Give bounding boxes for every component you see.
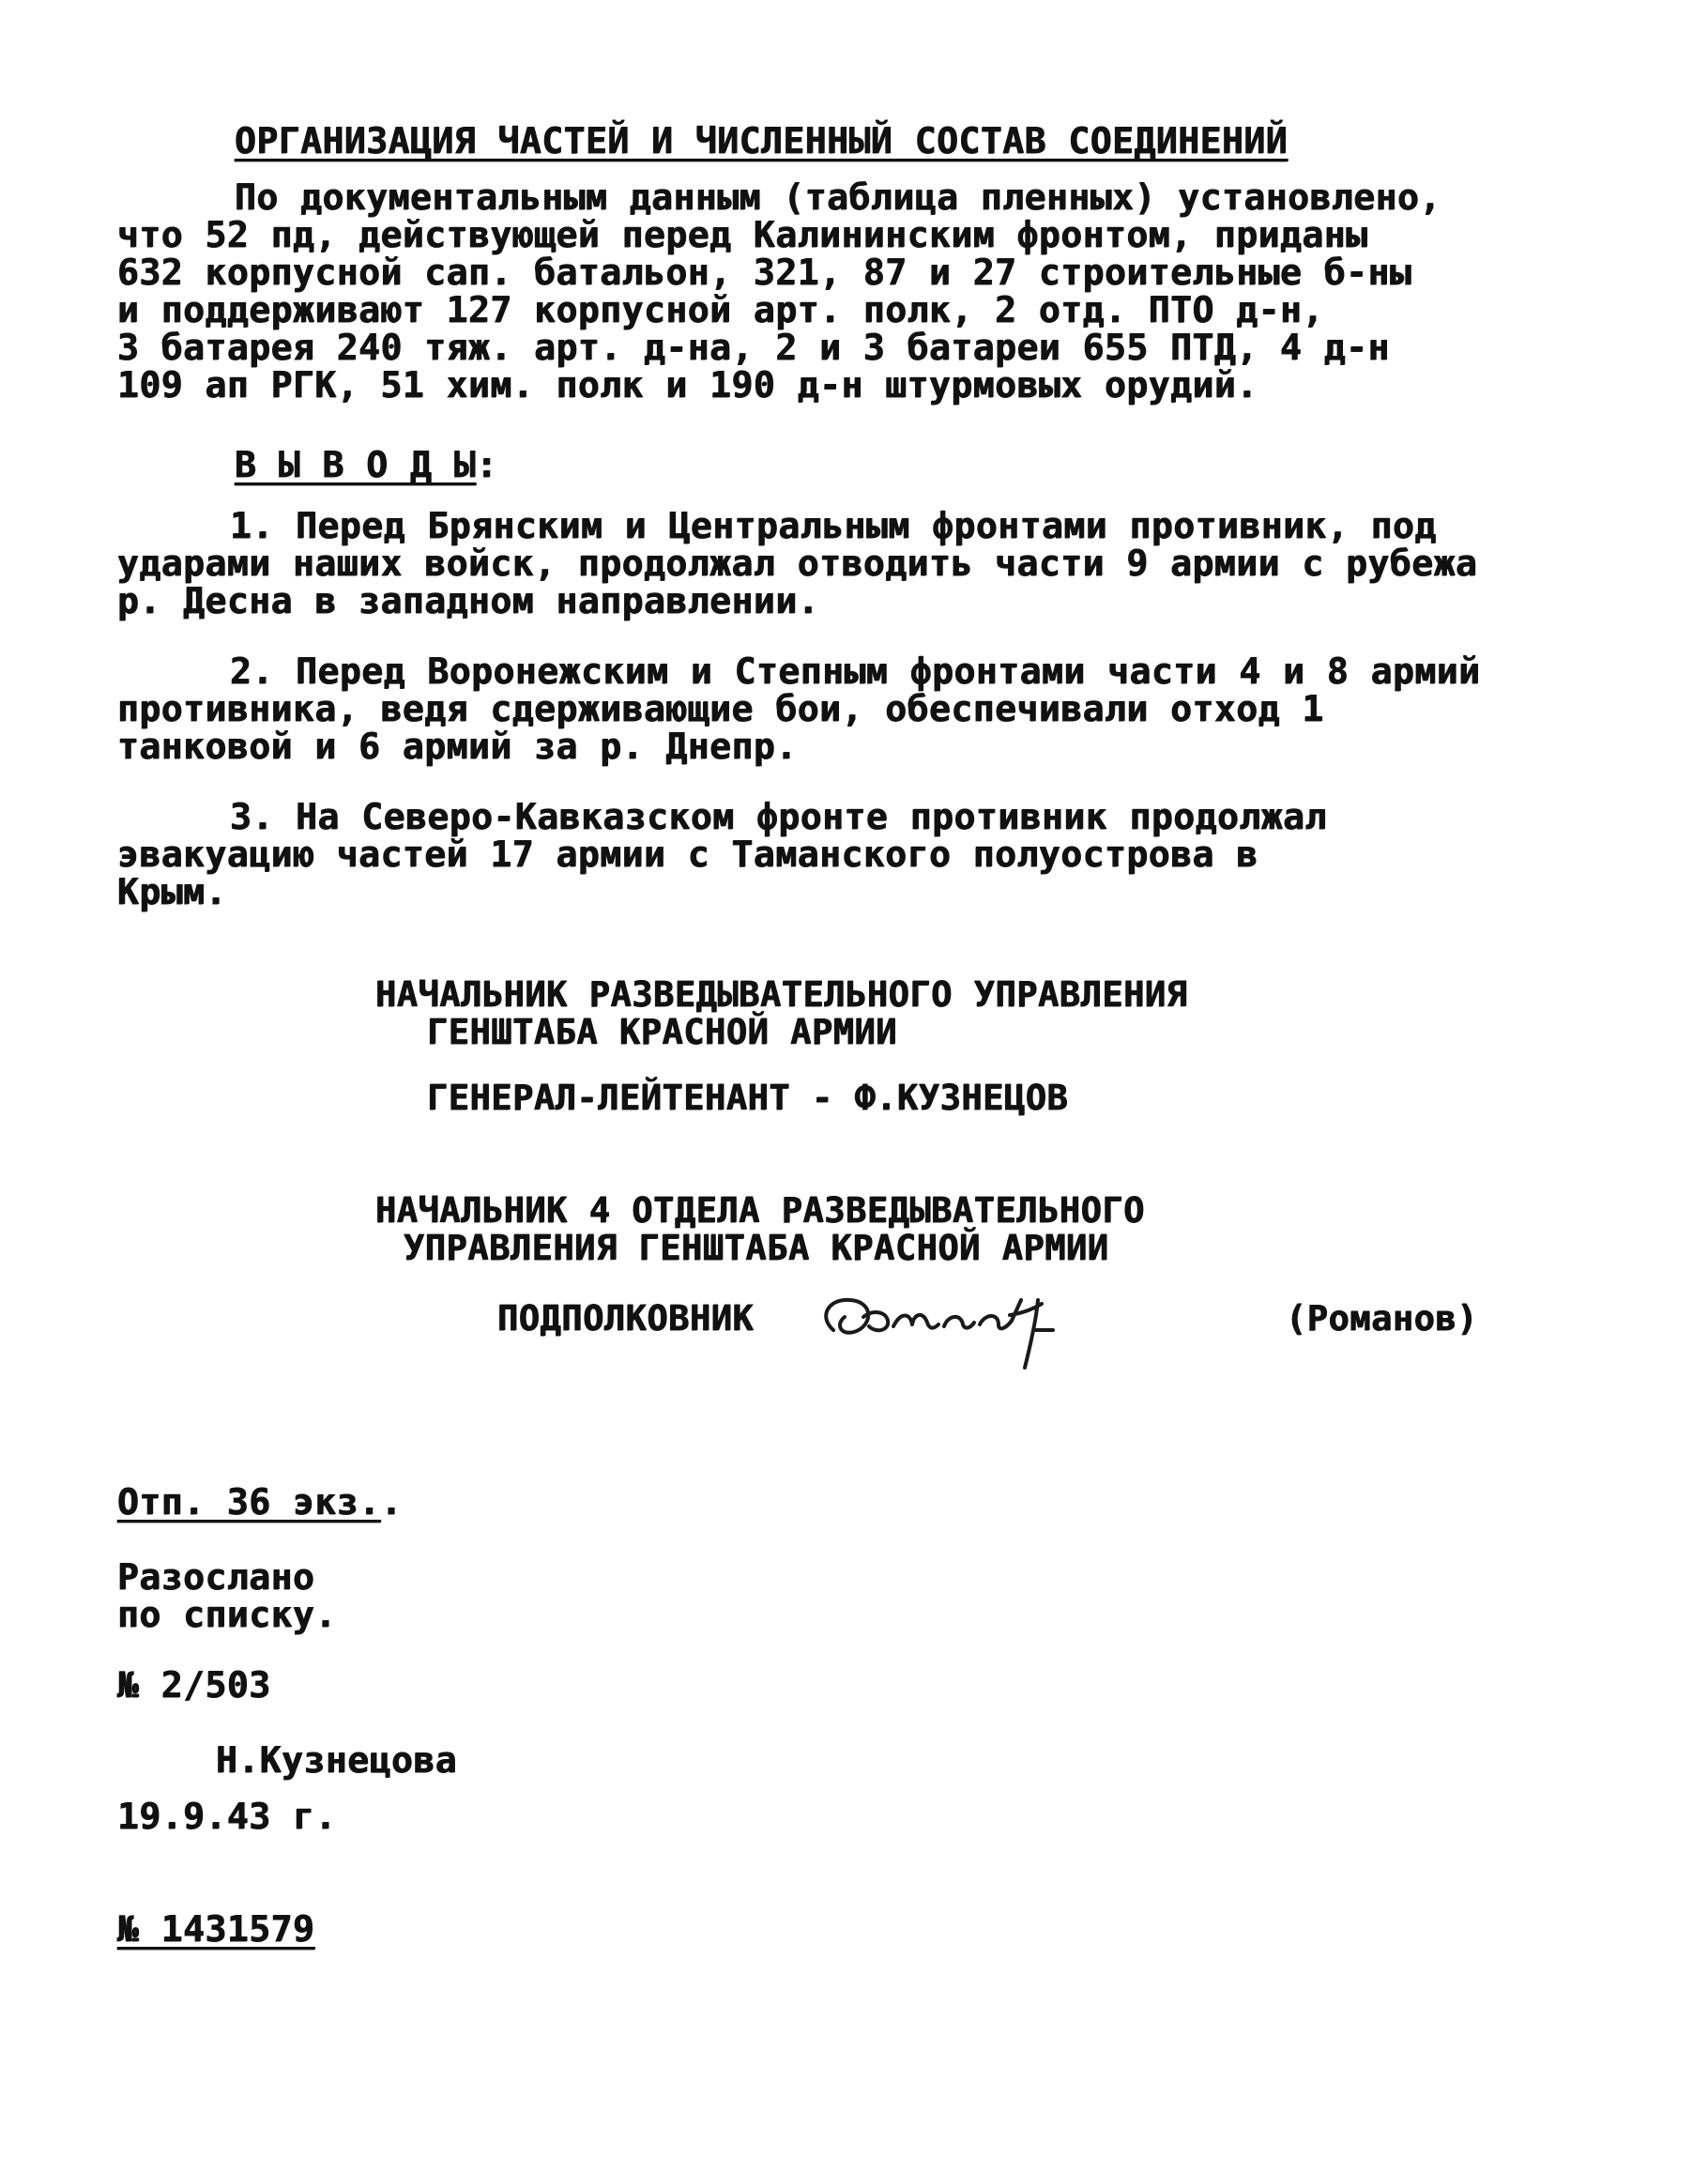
conclusions-heading: В Ы В О Д Ы [235,444,477,485]
footer-date: 19.9.43 г. [117,1796,337,1837]
footer-typist: Н.Кузнецова [216,1739,458,1781]
footer-copies: Отп. 36 экз. [117,1481,381,1523]
signature-2-rank: ПОДПОЛКОВНИК [497,1298,755,1339]
handwritten-signature [807,1272,1126,1375]
intro-line-6: 109 ап РГК, 51 хим. полк и 190 д-н штурмовых орудий. [117,364,1258,406]
conclusions-heading-wrap [235,446,498,483]
footer-sent-line-1: Разослано [117,1556,315,1598]
footer-number: № 2/503 [117,1664,271,1706]
conclusion-2-line-2: противника, ведя сдерживающие бои, обеспечивали отход 1 [117,688,1324,729]
footer-sent-line-2: по списку. [117,1594,337,1635]
footer-copies-wrap [117,1483,403,1521]
conclusion-1-line-2: ударами наших войск, продолжал отводить части 9 армии с рубежа [117,543,1478,584]
footer-copies-dot: . [380,1481,403,1523]
section-heading: ОРГАНИЗАЦИЯ ЧАСТЕЙ И ЧИСЛЕННЫЙ СОСТАВ СОЕДИНЕНИЙ [235,120,1289,161]
conclusion-1-line-3: р. Десна в западном направлении. [117,580,820,621]
signature-1-rank-name: ГЕНЕРАЛ-ЛЕЙТЕНАНТ - Ф.КУЗНЕЦОВ [427,1078,1069,1118]
conclusions-colon: : [476,444,498,485]
conclusion-3-line-3: Крым. [117,871,227,912]
signature-2-title-line-2: УПРАВЛЕНИЯ ГЕНШТАБА КРАСНОЙ АРМИИ [404,1228,1109,1268]
conclusion-2-line-3: танковой и 6 армий за р. Днепр. [117,726,798,767]
signature-1-title-line-1: НАЧАЛЬНИК РАЗВЕДЫВАТЕЛЬНОГО УПРАВЛЕНИЯ [375,974,1188,1015]
intro-line-5: 3 батарея 240 тяж. арт. д-на, 2 и 3 батареи 655 ПТД, 4 д-н [117,327,1390,368]
intro-line-1: По документальным данным (таблица пленных) установлено, [235,176,1441,218]
signature-2-name: (Романов) [1286,1298,1478,1339]
intro-line-3: 632 корпусной сап. батальон, 321, 87 и 27 строительные б-ны [117,252,1412,293]
conclusion-3-line-1: 3. На Северо-Кавказском фронте противник продолжал [230,796,1327,837]
conclusion-1-line-1: 1. Перед Брянским и Центральным фронтами противник, под [230,505,1437,546]
intro-line-4: и поддерживают 127 корпусной арт. полк, 2 отд. ПТО д-н, [117,289,1324,330]
signature-2-title-line-1: НАЧАЛЬНИК 4 ОТДЕЛА РАЗВЕДЫВАТЕЛЬНОГО [375,1190,1145,1231]
conclusion-2-line-1: 2. Перед Воронежским и Степным фронтами части 4 и 8 армий [230,650,1481,692]
archive-number: № 1431579 [117,1908,315,1950]
conclusion-3-line-2: эвакуацию частей 17 армии с Таманского полуострова в [117,834,1258,875]
intro-line-2: что 52 пд, действующей перед Калининским фронтом, приданы [117,214,1368,255]
signature-1-title-line-2: ГЕНШТАБА КРАСНОЙ АРМИИ [427,1012,898,1052]
